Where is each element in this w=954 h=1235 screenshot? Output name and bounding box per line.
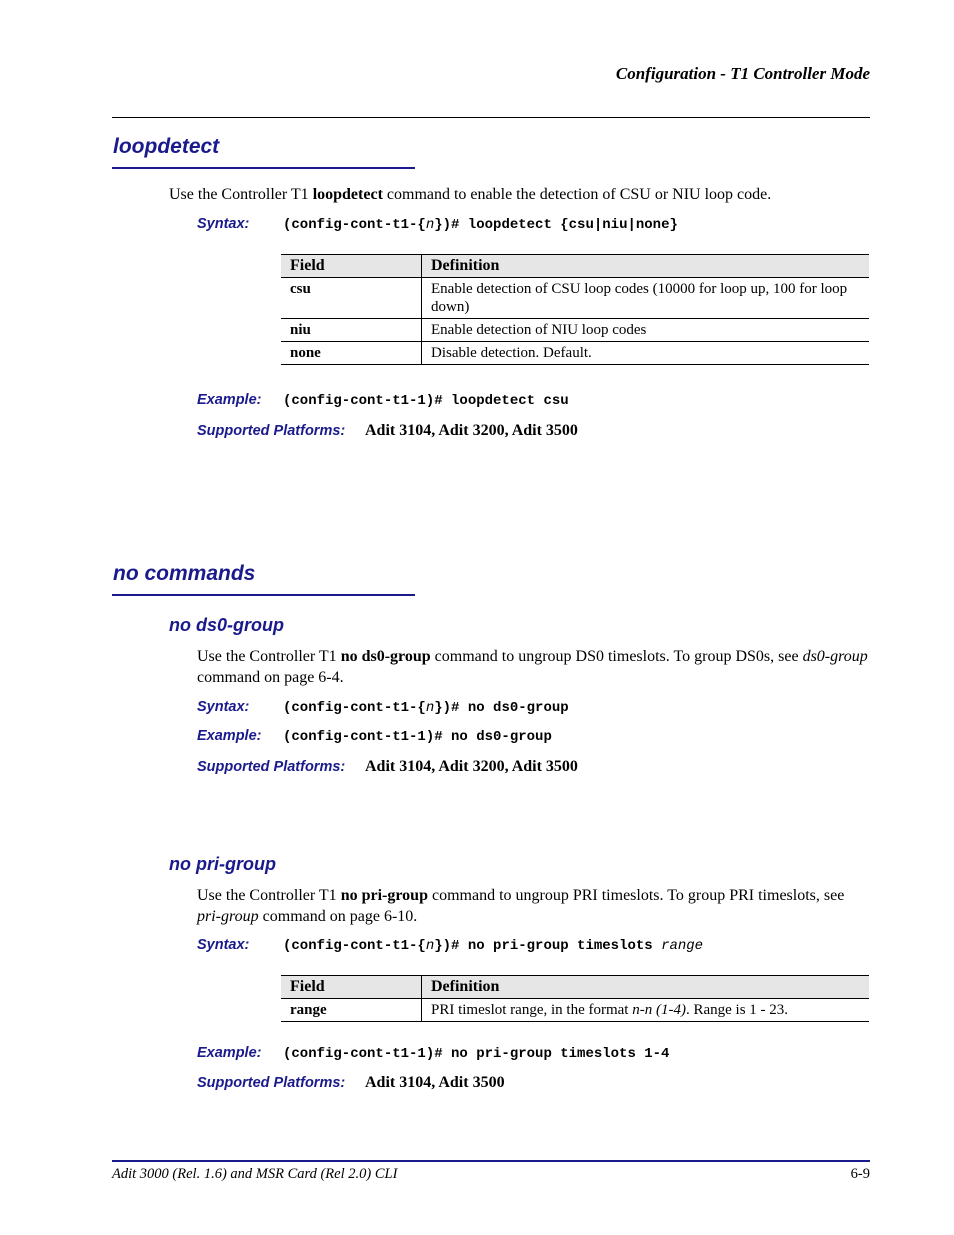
- ds0-intro: Use the Controller T1 no ds0-group command to ungroup DS0 timeslots. To group DS0s, see ds0-group command on page 6-4.: [197, 648, 868, 686]
- table-cell-field: range: [281, 999, 422, 1022]
- table-header-field: Field: [281, 976, 422, 999]
- table-row: [281, 278, 869, 319]
- table-cell-definition: PRI timeslot range, in the format n-n (1-4). Range is 1 - 23.: [422, 999, 870, 1022]
- table-cell-definition: Enable detection of NIU loop codes: [422, 319, 870, 342]
- table-header-definition: Definition: [422, 255, 870, 278]
- subsection-title-no-pri-group: no pri-group: [169, 854, 276, 874]
- syntax-code: (config-cont-t1-{n})# loopdetect {csu|niu|none}: [283, 217, 678, 233]
- syntax-label: Syntax:: [197, 937, 250, 953]
- pri-field-table: [281, 975, 869, 1022]
- subsection-title-no-ds0-group: no ds0-group: [169, 615, 284, 635]
- table-header-row: [281, 255, 869, 278]
- table-header-row: [281, 976, 869, 999]
- running-header: Configuration - T1 Controller Mode: [615, 64, 870, 83]
- section-title-no-commands: no commands: [113, 562, 256, 585]
- loopdetect-intro: Use the Controller T1 loopdetect command to enable the detection of CSU or NIU loop code.: [169, 186, 772, 203]
- section-underline: [112, 594, 415, 596]
- table-row: [281, 342, 869, 365]
- syntax-label: Syntax:: [197, 216, 250, 232]
- pri-intro: Use the Controller T1 no pri-group command to ungroup PRI timeslots. To group PRI timeslots, see pri-group command on page 6-10.: [197, 887, 845, 925]
- loopdetect-field-table: [281, 254, 869, 365]
- platforms-label: Supported Platforms:: [197, 423, 346, 439]
- table-cell-definition: Disable detection. Default.: [422, 342, 870, 365]
- example-code: (config-cont-t1-1)# no ds0-group: [283, 729, 552, 745]
- example-label: Example:: [197, 1045, 262, 1061]
- table-row: [281, 999, 869, 1022]
- table-cell-definition: Enable detection of CSU loop codes (10000 for loop up, 100 for loop down): [422, 278, 870, 319]
- platforms-label: Supported Platforms:: [197, 759, 346, 775]
- example-label: Example:: [197, 728, 262, 744]
- example-label: Example:: [197, 392, 262, 408]
- table-cell-field: csu: [281, 278, 422, 319]
- section-underline: [112, 167, 415, 169]
- table-header-field: Field: [281, 255, 422, 278]
- page-number: 6-9: [850, 1166, 870, 1182]
- platforms-value: Adit 3104, Adit 3500: [365, 1074, 505, 1091]
- platforms-value: Adit 3104, Adit 3200, Adit 3500: [365, 422, 578, 439]
- table-row: [281, 319, 869, 342]
- platforms-label: Supported Platforms:: [197, 1075, 346, 1091]
- example-code: (config-cont-t1-1)# no pri-group timeslots 1-4: [283, 1046, 670, 1062]
- section-title-loopdetect: loopdetect: [113, 135, 220, 158]
- footer-title: Adit 3000 (Rel. 1.6) and MSR Card (Rel 2.0) CLI: [112, 1166, 398, 1182]
- syntax-code: (config-cont-t1-{n})# no pri-group timeslots range: [283, 938, 704, 954]
- table-cell-field: niu: [281, 319, 422, 342]
- table-cell-field: none: [281, 342, 422, 365]
- syntax-label: Syntax:: [197, 699, 250, 715]
- platforms-value: Adit 3104, Adit 3200, Adit 3500: [365, 758, 578, 775]
- example-code: (config-cont-t1-1)# loopdetect csu: [283, 393, 569, 409]
- footer-rule: [112, 1160, 870, 1162]
- header-rule: [112, 117, 870, 118]
- table-header-definition: Definition: [422, 976, 870, 999]
- syntax-code: (config-cont-t1-{n})# no ds0-group: [283, 700, 569, 716]
